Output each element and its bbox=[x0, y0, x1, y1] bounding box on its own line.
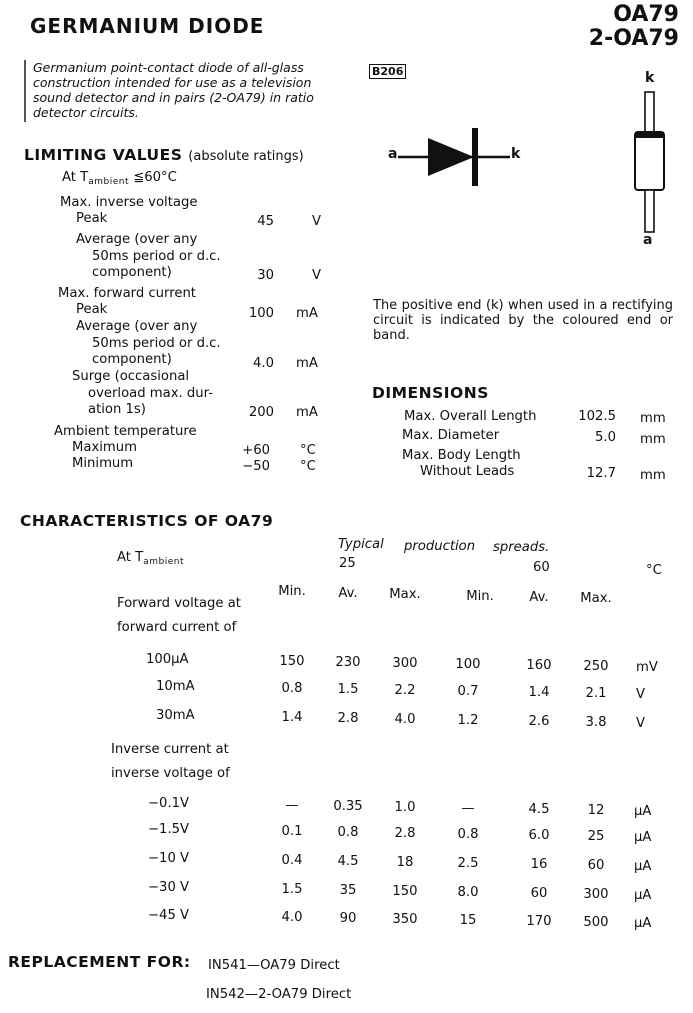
dim-body-length-label: Max. Body Length bbox=[402, 448, 521, 463]
inverse-label-1: Inverse current at bbox=[111, 742, 229, 757]
surge-label-2: overload max. dur- bbox=[88, 386, 213, 401]
inverse-row-cell: 0.35 bbox=[333, 799, 363, 814]
inverse-row-cell: 1.5 bbox=[281, 882, 303, 897]
forward-row-cell: 3.8 bbox=[585, 715, 607, 730]
inverse-row-cell: 0.8 bbox=[457, 827, 479, 842]
inverse-row-unit: µA bbox=[634, 916, 652, 931]
maximum-value: +60 bbox=[242, 443, 270, 458]
replacement-line-2: IN542—2-OA79 Direct bbox=[206, 987, 352, 1002]
dim-diameter-unit: mm bbox=[640, 432, 666, 447]
inverse-row-condition: −10 V bbox=[148, 851, 190, 866]
average-label-2: 50ms period or d.c. bbox=[92, 249, 221, 264]
temp-60: 60 bbox=[533, 560, 550, 575]
col-header-av-60: Av. bbox=[529, 590, 549, 605]
inverse-row-condition: −45 V bbox=[148, 908, 190, 923]
forward-row-cell: 0.7 bbox=[457, 684, 479, 699]
ambient-temp-label: Ambient temperature bbox=[54, 424, 197, 439]
inverse-row-unit: µA bbox=[634, 888, 652, 903]
inverse-label-2: inverse voltage of bbox=[111, 766, 230, 781]
condition-sub: ambient bbox=[88, 177, 129, 187]
dimensions-heading: DIMENSIONS bbox=[372, 384, 489, 402]
page-title: GERMANIUM DIODE bbox=[30, 14, 265, 38]
fpeak-unit: mA bbox=[296, 306, 318, 321]
inverse-voltage-label: Max. inverse voltage bbox=[60, 195, 198, 210]
limiting-values-title: LIMITING VALUES bbox=[24, 146, 183, 164]
dim-diameter-value: 5.0 bbox=[595, 430, 616, 445]
peak-unit: V bbox=[312, 214, 322, 229]
diode-package-drawing bbox=[624, 70, 674, 248]
inverse-row-unit: µA bbox=[634, 804, 652, 819]
glass-body bbox=[635, 132, 664, 190]
inverse-row-cell: 150 bbox=[392, 884, 418, 899]
inverse-row-cell: 1.0 bbox=[394, 800, 416, 815]
inverse-row-cell: 90 bbox=[339, 911, 357, 926]
inverse-row-cell: 0.1 bbox=[281, 824, 303, 839]
faverage-unit: mA bbox=[296, 356, 318, 371]
diagram-tag: B206 bbox=[369, 64, 406, 79]
faverage-value: 4.0 bbox=[253, 356, 274, 371]
anode-label: a bbox=[388, 146, 398, 162]
forward-row-cell: 250 bbox=[583, 659, 609, 674]
forward-row-condition: 100µA bbox=[146, 652, 189, 667]
inverse-row-cell: 0.8 bbox=[337, 825, 359, 840]
minimum-unit: °C bbox=[300, 459, 316, 474]
char-temp-label bbox=[117, 550, 184, 567]
dim-body-length-value: 12.7 bbox=[586, 466, 616, 481]
forward-row-cell: 2.1 bbox=[585, 686, 607, 701]
part-number-secondary: 2-OA79 bbox=[588, 26, 679, 51]
forward-label-2: forward current of bbox=[117, 620, 237, 635]
col-header-min-60: Min. bbox=[466, 589, 494, 604]
inverse-row-cell: 2.5 bbox=[457, 856, 479, 871]
inverse-row-cell: — bbox=[461, 801, 475, 816]
forward-row-cell: 1.4 bbox=[281, 710, 303, 725]
average-label-3: component) bbox=[92, 265, 172, 280]
inverse-row-cell: 4.5 bbox=[337, 854, 359, 869]
inverse-row-cell: 15 bbox=[459, 913, 477, 928]
forward-row-condition: 30mA bbox=[156, 708, 195, 723]
inverse-row-cell: 8.0 bbox=[457, 885, 479, 900]
forward-row-cell: 2.2 bbox=[394, 683, 416, 698]
dim-overall-length-value: 102.5 bbox=[578, 409, 616, 424]
forward-row-unit: V bbox=[636, 687, 646, 702]
inverse-row-cell: 18 bbox=[396, 855, 414, 870]
inverse-row-cell: 300 bbox=[583, 887, 609, 902]
forward-row-cell: 2.8 bbox=[337, 711, 359, 726]
lower-lead bbox=[645, 190, 654, 232]
diode-triangle bbox=[428, 138, 474, 176]
package-anode-label: a bbox=[643, 232, 653, 248]
part-number-primary: OA79 bbox=[613, 2, 679, 27]
dim-body-length-label-2: Without Leads bbox=[420, 464, 515, 479]
inverse-row-cell: 35 bbox=[339, 883, 357, 898]
maximum-unit: °C bbox=[300, 443, 316, 458]
average-value: 30 bbox=[257, 268, 274, 283]
col-header-max-25: Max. bbox=[389, 587, 421, 602]
col-header-av-25: Av. bbox=[338, 586, 358, 601]
spread-word-1: Typical bbox=[338, 537, 384, 552]
forward-row-cell: 4.0 bbox=[394, 712, 416, 727]
forward-row-condition: 10mA bbox=[156, 679, 195, 694]
inverse-row-cell: — bbox=[285, 798, 299, 813]
inverse-row-cell: 500 bbox=[583, 915, 609, 930]
replacement-line-1: IN541—OA79 Direct bbox=[208, 958, 340, 973]
faverage-label-1: Average (over any bbox=[76, 319, 198, 334]
forward-row-unit: mV bbox=[636, 660, 658, 675]
inverse-row-unit: µA bbox=[634, 830, 652, 845]
forward-row-cell: 1.2 bbox=[457, 713, 479, 728]
intro-text: Germanium point-contact diode of all-glass construction intended for use as a television sound detector and in pairs (2-OA79) in ratio detector circuits. bbox=[33, 60, 314, 120]
maximum-label: Maximum bbox=[72, 440, 137, 455]
average-label-1: Average (over any bbox=[76, 232, 198, 247]
inverse-row-condition: −30 V bbox=[148, 880, 190, 895]
inverse-row-cell: 2.8 bbox=[394, 826, 416, 841]
margin-rule bbox=[24, 60, 26, 122]
spread-word-2: production bbox=[404, 539, 476, 554]
inverse-row-cell: 60 bbox=[587, 858, 605, 873]
faverage-label-2: 50ms period or d.c. bbox=[92, 336, 221, 351]
temp-unit: °C bbox=[646, 563, 662, 578]
inverse-row-cell: 4.5 bbox=[528, 802, 550, 817]
faverage-label-3: component) bbox=[92, 352, 172, 367]
surge-label-1: Surge (occasional bbox=[72, 369, 190, 384]
inverse-row-condition: −1.5V bbox=[148, 822, 190, 837]
forward-row-cell: 1.5 bbox=[337, 682, 359, 697]
surge-unit: mA bbox=[296, 405, 318, 420]
inverse-row-unit: µA bbox=[634, 859, 652, 874]
minimum-label: Minimum bbox=[72, 456, 134, 471]
polarity-note: The positive end (k) when used in a rectifying circuit is indicated by the coloured end or band. bbox=[373, 298, 673, 343]
temp-25: 25 bbox=[339, 556, 356, 571]
inverse-row-cell: 4.0 bbox=[281, 910, 303, 925]
inverse-row-cell: 60 bbox=[530, 886, 548, 901]
limiting-values-heading bbox=[24, 146, 304, 164]
dim-overall-length-label: Max. Overall Length bbox=[404, 409, 537, 424]
forward-row-cell: 150 bbox=[279, 654, 305, 669]
surge-value: 200 bbox=[248, 405, 274, 420]
inverse-row-cell: 25 bbox=[587, 829, 605, 844]
diode-bar bbox=[472, 128, 478, 186]
forward-row-cell: 1.4 bbox=[528, 685, 550, 700]
average-unit: V bbox=[312, 268, 322, 283]
inverse-row-condition: −0.1V bbox=[148, 796, 190, 811]
dim-overall-length-unit: mm bbox=[640, 411, 666, 426]
col-header-min-25: Min. bbox=[278, 584, 306, 599]
peak-value: 45 bbox=[257, 214, 274, 229]
cathode-band bbox=[635, 132, 664, 138]
inverse-row-cell: 170 bbox=[526, 914, 552, 929]
dim-diameter-label: Max. Diameter bbox=[402, 428, 500, 443]
replacement-heading: REPLACEMENT FOR: bbox=[8, 953, 191, 971]
cathode-label: k bbox=[511, 146, 521, 162]
inverse-row-cell: 16 bbox=[530, 857, 548, 872]
forward-row-cell: 230 bbox=[335, 655, 361, 670]
forward-label-1: Forward voltage at bbox=[117, 596, 241, 611]
condition-suffix: ≦60°C bbox=[133, 170, 177, 185]
forward-row-cell: 160 bbox=[526, 658, 552, 673]
forward-current-label: Max. forward current bbox=[58, 286, 196, 301]
char-temp-sub: ambient bbox=[143, 557, 184, 567]
fpeak-value: 100 bbox=[248, 306, 274, 321]
upper-lead bbox=[645, 92, 654, 132]
minimum-value: −50 bbox=[242, 459, 270, 474]
package-cathode-label: k bbox=[645, 70, 655, 86]
fpeak-label: Peak bbox=[76, 302, 108, 317]
inverse-row-cell: 12 bbox=[587, 803, 605, 818]
inverse-row-cell: 0.4 bbox=[281, 853, 303, 868]
forward-row-cell: 2.6 bbox=[528, 714, 550, 729]
col-header-max-60: Max. bbox=[580, 591, 612, 606]
spread-word-3: spreads. bbox=[493, 540, 550, 555]
inverse-row-cell: 6.0 bbox=[528, 828, 550, 843]
forward-row-cell: 100 bbox=[455, 657, 481, 672]
ambient-condition bbox=[62, 170, 177, 187]
forward-row-unit: V bbox=[636, 716, 646, 731]
characteristics-heading: CHARACTERISTICS OF OA79 bbox=[20, 512, 274, 530]
surge-label-3: ation 1s) bbox=[88, 402, 146, 417]
peak-label: Peak bbox=[76, 211, 108, 226]
condition-prefix: At T bbox=[62, 170, 89, 185]
inverse-row-cell: 350 bbox=[392, 912, 418, 927]
dim-body-length-unit: mm bbox=[640, 468, 666, 483]
limiting-values-subtitle: (absolute ratings) bbox=[188, 149, 304, 164]
char-temp-prefix: At T bbox=[117, 550, 144, 565]
forward-row-cell: 300 bbox=[392, 656, 418, 671]
forward-row-cell: 0.8 bbox=[281, 681, 303, 696]
